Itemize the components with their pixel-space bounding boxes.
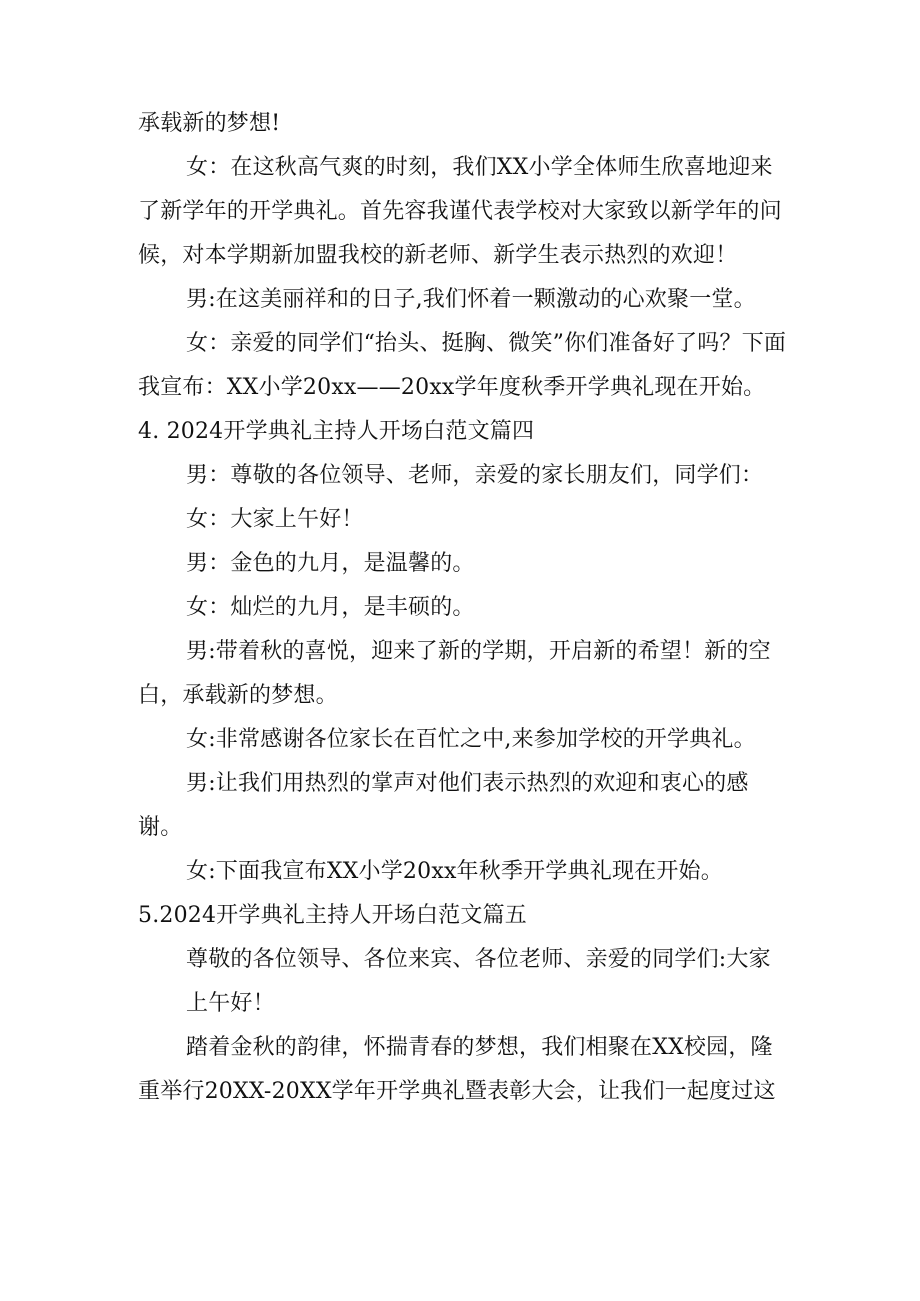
paragraph: 女：大家上午好！ <box>186 507 364 532</box>
paragraph: 男：金色的九月，是温馨的。 <box>186 551 475 576</box>
paragraph: 男:在这美丽祥和的日子,我们怀着一颗激动的心欢聚一堂。 <box>186 287 756 312</box>
paragraph: 承载新的梦想! <box>138 111 281 136</box>
paragraph: 女：灿烂的九月，是丰硕的。 <box>186 595 475 620</box>
paragraph: 女:非常感谢各位家长在百忙之中,来参加学校的开学典礼。 <box>186 727 756 752</box>
section-heading: 4. 2024开学典礼主持人开场白范文篇四 <box>138 419 535 444</box>
document-body <box>138 102 788 1114</box>
paragraph: 男:带着秋的喜悦，迎来了新的学期，开启新的希望！新的空白，承载新的梦想。 <box>138 639 771 708</box>
paragraph: 尊敬的各位领导、各位来宾、各位老师、亲爱的同学们:大家上午好！ <box>186 947 771 1016</box>
paragraph: 男:让我们用热烈的掌声对他们表示热烈的欢迎和衷心的感谢。 <box>138 771 749 840</box>
paragraph: 女:下面我宣布XX小学20xx年秋季开学典礼现在开始。 <box>186 859 723 884</box>
section-heading: 5.2024开学典礼主持人开场白范文篇五 <box>138 903 527 928</box>
paragraph: 女：亲爱的同学们“抬头、挺胸、微笑”你们准备好了吗？下面我宣布：XX小学20xx——20xx学年度秋季开学典礼现在开始。 <box>138 331 787 400</box>
paragraph: 踏着金秋的韵律，怀揣青春的梦想，我们相聚在XX校园，隆重举行20XX-20XX学年开学典礼暨表彰大会，让我们一起度过这 <box>138 1035 776 1104</box>
paragraph: 女：在这秋高气爽的时刻，我们XX小学全体师生欣喜地迎来了新学年的开学典礼。首先容我谨代表学校对大家致以新学年的问候，对本学期新加盟我校的新老师、新学生表示热烈的欢迎！ <box>138 155 782 268</box>
paragraph: 男：尊敬的各位领导、老师，亲爱的家长朋友们，同学们： <box>186 463 764 488</box>
